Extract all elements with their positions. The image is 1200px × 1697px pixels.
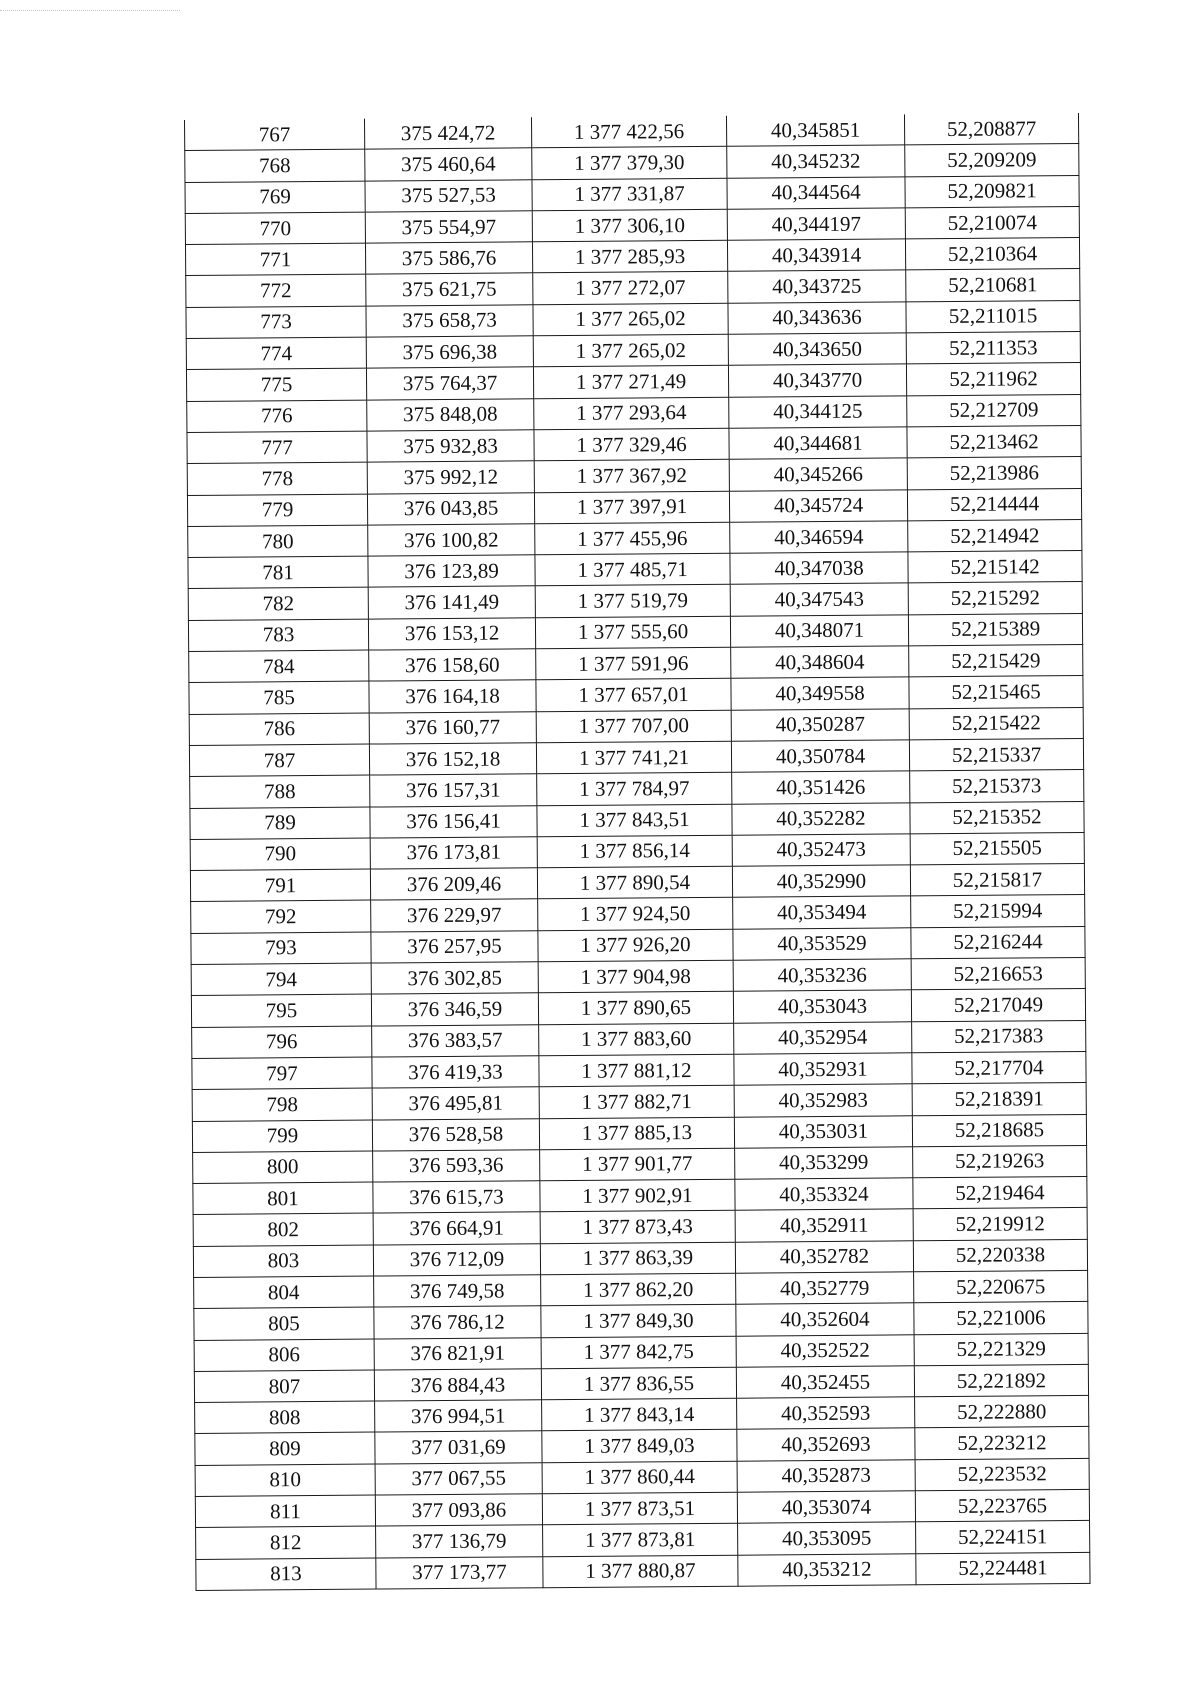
point-number-cell: 778 — [187, 462, 367, 495]
x-coordinate-cell: 375 554,97 — [365, 211, 532, 244]
x-coordinate-cell: 376 229,97 — [371, 899, 538, 932]
x-coordinate-cell: 376 495,81 — [372, 1087, 539, 1120]
longitude-cell: 52,214942 — [908, 519, 1082, 552]
point-number-cell: 811 — [195, 1495, 375, 1528]
y-coordinate-cell: 1 377 883,60 — [539, 1023, 734, 1056]
longitude-cell: 52,215352 — [910, 801, 1084, 834]
point-number-cell: 774 — [186, 337, 366, 370]
y-coordinate-cell: 1 377 331,87 — [532, 178, 727, 211]
x-coordinate-cell: 376 383,57 — [372, 1024, 539, 1057]
x-coordinate-cell: 376 153,12 — [368, 618, 535, 651]
y-coordinate-cell: 1 377 455,96 — [535, 522, 730, 555]
point-number-cell: 805 — [194, 1307, 374, 1340]
y-coordinate-cell: 1 377 863,39 — [540, 1242, 735, 1275]
latitude-cell: 40,352779 — [736, 1272, 914, 1305]
latitude-cell: 40,347543 — [730, 583, 908, 616]
y-coordinate-cell: 1 377 265,02 — [533, 303, 728, 336]
x-coordinate-cell: 377 093,86 — [375, 1494, 542, 1527]
point-number-cell: 789 — [190, 807, 370, 840]
point-number-cell: 798 — [192, 1088, 372, 1121]
longitude-cell: 52,223212 — [915, 1427, 1089, 1460]
longitude-cell: 52,219464 — [913, 1177, 1087, 1210]
longitude-cell: 52,217383 — [912, 1020, 1086, 1053]
point-number-cell: 773 — [186, 306, 366, 339]
x-coordinate-cell: 376 884,43 — [374, 1369, 541, 1402]
x-coordinate-cell: 376 749,58 — [374, 1275, 541, 1308]
x-coordinate-cell: 375 848,08 — [367, 398, 534, 431]
point-number-cell: 796 — [192, 1026, 372, 1059]
point-number-cell: 812 — [196, 1526, 376, 1559]
x-coordinate-cell: 376 821,91 — [374, 1337, 541, 1370]
latitude-cell: 40,353324 — [735, 1178, 913, 1211]
y-coordinate-cell: 1 377 367,92 — [534, 459, 729, 492]
longitude-cell: 52,224151 — [916, 1521, 1090, 1554]
longitude-cell: 52,223532 — [915, 1458, 1089, 1491]
point-number-cell: 809 — [195, 1433, 375, 1466]
x-coordinate-cell: 376 786,12 — [374, 1306, 541, 1339]
point-number-cell: 803 — [193, 1245, 373, 1278]
point-number-cell: 779 — [187, 494, 367, 527]
longitude-cell: 52,213986 — [907, 457, 1081, 490]
y-coordinate-cell: 1 377 881,12 — [539, 1054, 734, 1087]
latitude-cell: 40,352282 — [732, 802, 910, 835]
point-number-cell: 775 — [186, 368, 366, 401]
longitude-cell: 52,220675 — [914, 1270, 1088, 1303]
latitude-cell: 40,343650 — [728, 333, 906, 366]
x-coordinate-cell: 376 302,85 — [371, 962, 538, 995]
x-coordinate-cell: 377 067,55 — [375, 1462, 542, 1495]
y-coordinate-cell: 1 377 873,43 — [540, 1211, 735, 1244]
point-number-cell: 792 — [191, 900, 371, 933]
latitude-cell: 40,345851 — [726, 114, 904, 146]
longitude-cell: 52,224481 — [916, 1552, 1090, 1585]
scan-artifact — [0, 10, 180, 12]
y-coordinate-cell: 1 377 885,13 — [539, 1117, 734, 1150]
latitude-cell: 40,352954 — [734, 1021, 912, 1054]
y-coordinate-cell: 1 377 485,71 — [535, 553, 730, 586]
x-coordinate-cell: 376 209,46 — [370, 868, 537, 901]
y-coordinate-cell: 1 377 842,75 — [541, 1336, 736, 1369]
y-coordinate-cell: 1 377 890,54 — [537, 866, 732, 899]
latitude-cell: 40,344681 — [729, 427, 907, 460]
point-number-cell: 795 — [191, 994, 371, 1027]
x-coordinate-cell: 375 586,76 — [365, 242, 532, 275]
x-coordinate-cell: 376 173,81 — [370, 837, 537, 870]
x-coordinate-cell: 376 156,41 — [370, 805, 537, 838]
longitude-cell: 52,222880 — [915, 1396, 1089, 1429]
latitude-cell: 40,343725 — [728, 270, 906, 303]
y-coordinate-cell: 1 377 924,50 — [538, 898, 733, 931]
point-number-cell: 787 — [189, 744, 369, 777]
x-coordinate-cell: 376 346,59 — [371, 993, 538, 1026]
point-number-cell: 769 — [185, 181, 365, 214]
x-coordinate-cell: 376 994,51 — [375, 1400, 542, 1433]
longitude-cell: 52,208877 — [904, 113, 1078, 145]
latitude-cell: 40,352873 — [737, 1460, 915, 1493]
latitude-cell: 40,353212 — [738, 1553, 916, 1586]
x-coordinate-cell: 376 123,89 — [368, 555, 535, 588]
x-coordinate-cell: 375 460,64 — [365, 148, 532, 181]
latitude-cell: 40,353236 — [733, 959, 911, 992]
longitude-cell: 52,215337 — [909, 738, 1083, 771]
longitude-cell: 52,215373 — [910, 770, 1084, 803]
latitude-cell: 40,347038 — [730, 552, 908, 585]
point-number-cell: 801 — [193, 1182, 373, 1215]
latitude-cell: 40,353031 — [734, 1115, 912, 1148]
latitude-cell: 40,345232 — [727, 145, 905, 178]
latitude-cell: 40,352911 — [735, 1209, 913, 1242]
y-coordinate-cell: 1 377 860,44 — [542, 1461, 737, 1494]
point-number-cell: 791 — [190, 869, 370, 902]
x-coordinate-cell: 376 712,09 — [373, 1243, 540, 1276]
longitude-cell: 52,215505 — [910, 832, 1084, 865]
y-coordinate-cell: 1 377 555,60 — [535, 616, 730, 649]
point-number-cell: 794 — [191, 963, 371, 996]
x-coordinate-cell: 376 157,31 — [370, 774, 537, 807]
x-coordinate-cell: 376 160,77 — [369, 711, 536, 744]
y-coordinate-cell: 1 377 843,14 — [542, 1398, 737, 1431]
y-coordinate-cell: 1 377 285,93 — [532, 240, 727, 273]
longitude-cell: 52,211353 — [906, 332, 1080, 365]
latitude-cell: 40,345266 — [729, 458, 907, 491]
point-number-cell: 788 — [190, 775, 370, 808]
longitude-cell: 52,216244 — [911, 926, 1085, 959]
point-number-cell: 786 — [189, 713, 369, 746]
longitude-cell: 52,221329 — [914, 1333, 1088, 1366]
y-coordinate-cell: 1 377 397,91 — [534, 491, 729, 524]
y-coordinate-cell: 1 377 843,51 — [537, 804, 732, 837]
longitude-cell: 52,210364 — [905, 238, 1079, 271]
longitude-cell: 52,217704 — [912, 1051, 1086, 1084]
latitude-cell: 40,344125 — [729, 396, 907, 429]
x-coordinate-cell: 376 419,33 — [372, 1056, 539, 1089]
x-coordinate-cell: 376 593,36 — [373, 1150, 540, 1183]
point-number-cell: 790 — [190, 838, 370, 871]
longitude-cell: 52,215465 — [909, 676, 1083, 709]
latitude-cell: 40,350784 — [731, 740, 909, 773]
y-coordinate-cell: 1 377 849,03 — [542, 1430, 737, 1463]
x-coordinate-cell: 375 696,38 — [366, 336, 533, 369]
point-number-cell: 793 — [191, 932, 371, 965]
point-number-cell: 771 — [185, 243, 365, 276]
longitude-cell: 52,217049 — [911, 989, 1085, 1022]
y-coordinate-cell: 1 377 271,49 — [533, 366, 728, 399]
longitude-cell: 52,218685 — [912, 1114, 1086, 1147]
latitude-cell: 40,353299 — [735, 1147, 913, 1180]
latitude-cell: 40,346594 — [730, 521, 908, 554]
coordinates-table — [184, 113, 1091, 1591]
longitude-cell: 52,221892 — [914, 1364, 1088, 1397]
y-coordinate-cell: 1 377 849,30 — [541, 1304, 736, 1337]
latitude-cell: 40,352473 — [732, 834, 910, 867]
y-coordinate-cell: 1 377 741,21 — [536, 741, 731, 774]
longitude-cell: 52,215292 — [908, 582, 1082, 615]
table-row — [196, 1552, 1090, 1590]
y-coordinate-cell: 1 377 904,98 — [538, 960, 733, 993]
y-coordinate-cell: 1 377 880,87 — [543, 1555, 738, 1588]
longitude-cell: 52,220338 — [913, 1239, 1087, 1272]
point-number-cell: 780 — [188, 525, 368, 558]
latitude-cell: 40,353494 — [733, 896, 911, 929]
point-number-cell: 810 — [195, 1464, 375, 1497]
latitude-cell: 40,352604 — [736, 1303, 914, 1336]
point-number-cell: 767 — [184, 119, 364, 151]
latitude-cell: 40,350287 — [731, 708, 909, 741]
x-coordinate-cell: 377 136,79 — [376, 1525, 543, 1558]
latitude-cell: 40,352983 — [734, 1084, 912, 1117]
longitude-cell: 52,212709 — [907, 394, 1081, 427]
y-coordinate-cell: 1 377 890,65 — [538, 992, 733, 1025]
y-coordinate-cell: 1 377 293,64 — [534, 397, 729, 430]
y-coordinate-cell: 1 377 873,81 — [543, 1524, 738, 1557]
longitude-cell: 52,215994 — [911, 895, 1085, 928]
point-number-cell: 797 — [192, 1057, 372, 1090]
y-coordinate-cell: 1 377 265,02 — [533, 334, 728, 367]
longitude-cell: 52,215817 — [910, 864, 1084, 897]
longitude-cell: 52,209821 — [905, 175, 1079, 208]
point-number-cell: 770 — [185, 212, 365, 245]
longitude-cell: 52,210074 — [905, 206, 1079, 239]
x-coordinate-cell: 375 764,37 — [366, 367, 533, 400]
y-coordinate-cell: 1 377 329,46 — [534, 428, 729, 461]
latitude-cell: 40,343914 — [727, 239, 905, 272]
x-coordinate-cell: 375 932,83 — [367, 430, 534, 463]
x-coordinate-cell: 376 664,91 — [373, 1212, 540, 1245]
point-number-cell: 807 — [194, 1370, 374, 1403]
point-number-cell: 781 — [188, 556, 368, 589]
latitude-cell: 40,352931 — [734, 1053, 912, 1086]
coordinates-table-body — [184, 113, 1090, 1590]
latitude-cell: 40,352522 — [736, 1334, 914, 1367]
longitude-cell: 52,219263 — [913, 1145, 1087, 1178]
point-number-cell: 804 — [194, 1276, 374, 1309]
latitude-cell: 40,343636 — [728, 302, 906, 335]
x-coordinate-cell: 376 141,49 — [368, 586, 535, 619]
longitude-cell: 52,215142 — [908, 551, 1082, 584]
point-number-cell: 806 — [194, 1339, 374, 1372]
longitude-cell: 52,209209 — [905, 144, 1079, 177]
x-coordinate-cell: 376 257,95 — [371, 930, 538, 963]
point-number-cell: 777 — [187, 431, 367, 464]
latitude-cell: 40,353095 — [738, 1522, 916, 1555]
y-coordinate-cell: 1 377 306,10 — [532, 209, 727, 242]
y-coordinate-cell: 1 377 591,96 — [536, 647, 731, 680]
longitude-cell: 52,218391 — [912, 1083, 1086, 1116]
latitude-cell: 40,352455 — [736, 1366, 914, 1399]
x-coordinate-cell: 376 043,85 — [367, 492, 534, 525]
longitude-cell: 52,213462 — [907, 425, 1081, 458]
latitude-cell: 40,349558 — [731, 677, 909, 710]
y-coordinate-cell: 1 377 902,91 — [540, 1179, 735, 1212]
point-number-cell: 813 — [196, 1558, 376, 1591]
latitude-cell: 40,343770 — [728, 364, 906, 397]
x-coordinate-cell: 375 621,75 — [366, 273, 533, 306]
latitude-cell: 40,352990 — [732, 865, 910, 898]
latitude-cell: 40,353529 — [733, 928, 911, 961]
point-number-cell: 776 — [187, 400, 367, 433]
latitude-cell: 40,344197 — [727, 208, 905, 241]
y-coordinate-cell: 1 377 862,20 — [541, 1273, 736, 1306]
x-coordinate-cell: 375 992,12 — [367, 461, 534, 494]
y-coordinate-cell: 1 377 422,56 — [531, 116, 726, 148]
latitude-cell: 40,345724 — [729, 489, 907, 522]
latitude-cell: 40,344564 — [727, 176, 905, 209]
latitude-cell: 40,348071 — [730, 615, 908, 648]
longitude-cell: 52,215422 — [909, 707, 1083, 740]
x-coordinate-cell: 376 158,60 — [369, 649, 536, 682]
longitude-cell: 52,216653 — [911, 957, 1085, 990]
point-number-cell: 784 — [189, 650, 369, 683]
x-coordinate-cell: 376 152,18 — [369, 743, 536, 776]
longitude-cell: 52,214444 — [907, 488, 1081, 521]
point-number-cell: 802 — [193, 1213, 373, 1246]
latitude-cell: 40,353074 — [737, 1491, 915, 1524]
x-coordinate-cell: 377 031,69 — [375, 1431, 542, 1464]
y-coordinate-cell: 1 377 926,20 — [538, 929, 733, 962]
y-coordinate-cell: 1 377 856,14 — [537, 835, 732, 868]
longitude-cell: 52,211015 — [906, 300, 1080, 333]
latitude-cell: 40,348604 — [731, 646, 909, 679]
longitude-cell: 52,221006 — [914, 1302, 1088, 1335]
longitude-cell: 52,219912 — [913, 1208, 1087, 1241]
latitude-cell: 40,353043 — [733, 990, 911, 1023]
point-number-cell: 800 — [193, 1151, 373, 1184]
x-coordinate-cell: 376 615,73 — [373, 1181, 540, 1214]
y-coordinate-cell: 1 377 272,07 — [533, 272, 728, 305]
y-coordinate-cell: 1 377 707,00 — [536, 710, 731, 743]
x-coordinate-cell: 375 527,53 — [365, 179, 532, 212]
y-coordinate-cell: 1 377 836,55 — [541, 1367, 736, 1400]
x-coordinate-cell: 375 658,73 — [366, 305, 533, 338]
longitude-cell: 52,211962 — [906, 363, 1080, 396]
x-coordinate-cell: 376 528,58 — [372, 1118, 539, 1151]
point-number-cell: 768 — [185, 149, 365, 182]
x-coordinate-cell: 376 100,82 — [368, 524, 535, 557]
point-number-cell: 799 — [192, 1120, 372, 1153]
longitude-cell: 52,210681 — [906, 269, 1080, 302]
point-number-cell: 785 — [189, 681, 369, 714]
latitude-cell: 40,352693 — [737, 1428, 915, 1461]
y-coordinate-cell: 1 377 519,79 — [535, 585, 730, 618]
y-coordinate-cell: 1 377 657,01 — [536, 679, 731, 712]
longitude-cell: 52,215389 — [908, 613, 1082, 646]
point-number-cell: 772 — [186, 275, 366, 308]
point-number-cell: 782 — [188, 588, 368, 621]
latitude-cell: 40,351426 — [732, 771, 910, 804]
y-coordinate-cell: 1 377 901,77 — [540, 1148, 735, 1181]
y-coordinate-cell: 1 377 873,51 — [542, 1492, 737, 1525]
longitude-cell: 52,215429 — [909, 645, 1083, 678]
y-coordinate-cell: 1 377 882,71 — [539, 1085, 734, 1118]
point-number-cell: 808 — [195, 1401, 375, 1434]
latitude-cell: 40,352782 — [735, 1240, 913, 1273]
latitude-cell: 40,352593 — [737, 1397, 915, 1430]
x-coordinate-cell: 377 173,77 — [376, 1556, 543, 1589]
point-number-cell: 783 — [188, 619, 368, 652]
longitude-cell: 52,223765 — [915, 1489, 1089, 1522]
y-coordinate-cell: 1 377 784,97 — [537, 772, 732, 805]
x-coordinate-cell: 375 424,72 — [364, 117, 531, 149]
x-coordinate-cell: 376 164,18 — [369, 680, 536, 713]
y-coordinate-cell: 1 377 379,30 — [532, 147, 727, 180]
